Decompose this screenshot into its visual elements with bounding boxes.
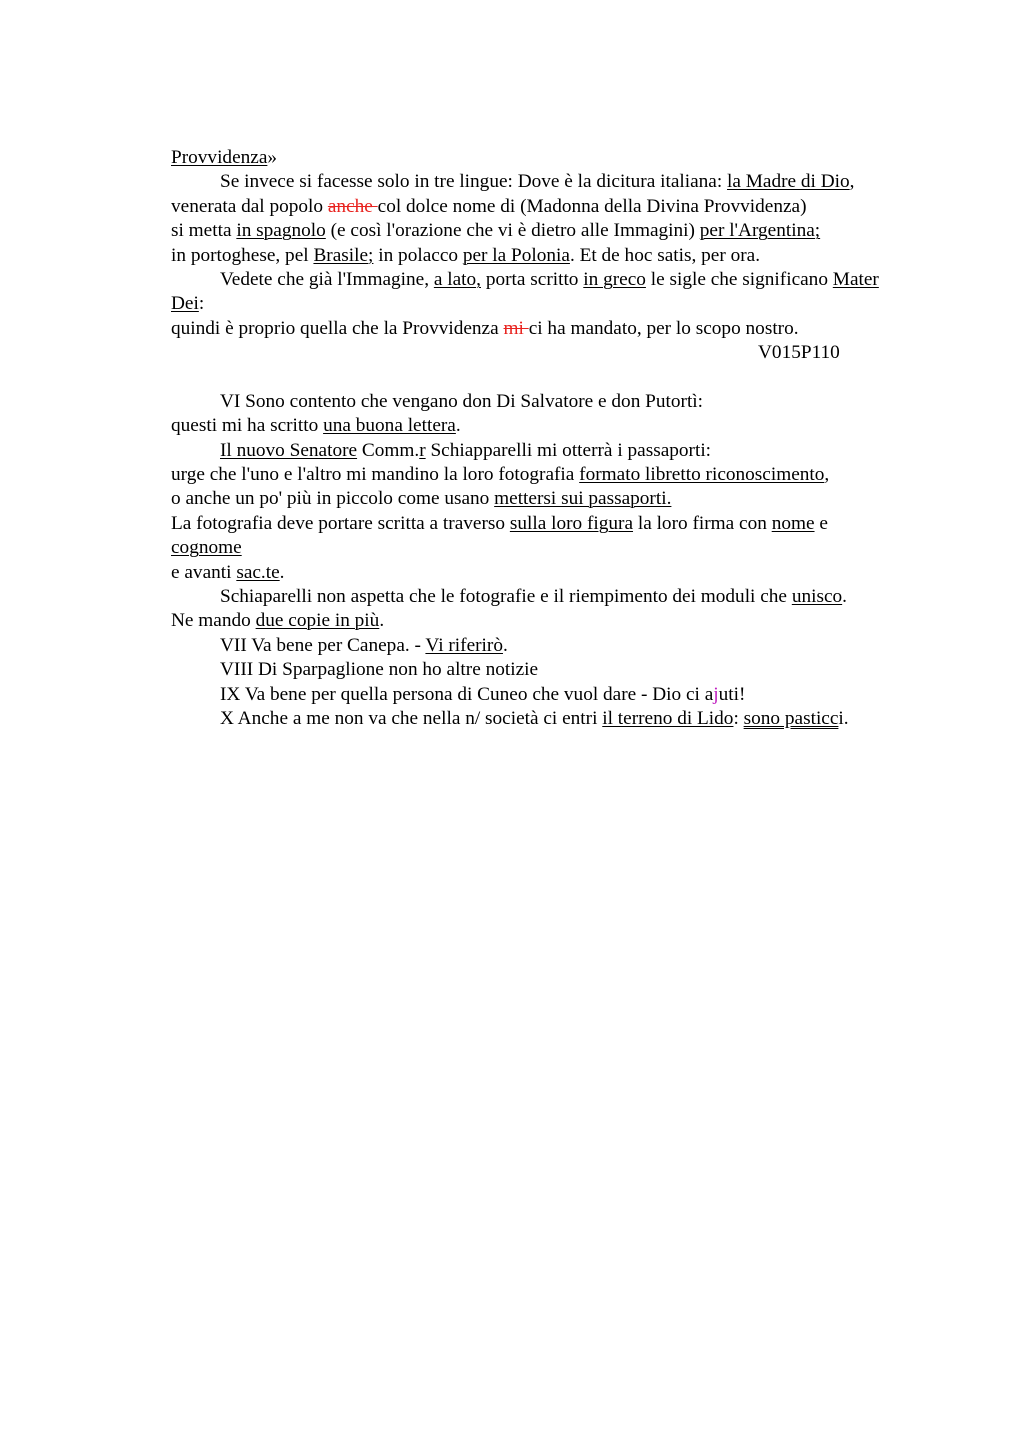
underlined-text: la Madre di Dio [727,171,850,193]
text-line [171,268,951,292]
underlined-text: Vi riferirò [425,634,503,656]
text-run: si metta [171,220,237,242]
deleted-text: mi [503,317,529,339]
text-run: VI Sono contento che vengano don Di Salvatore e don Putortì: [220,390,704,412]
text-run: : [733,707,744,729]
underlined-text: una buona lettera [323,415,456,437]
text-line [171,683,951,707]
page-reference [171,341,951,365]
text-run: Schiaparelli non aspetta che le fotografie e il riempimento dei moduli che [220,586,792,608]
blank-line [171,366,951,390]
text-line [171,439,951,463]
text-run: Comm. [357,439,420,461]
text-run: : [198,293,205,315]
underlined-text: Mater [832,268,879,290]
text-run: X Anche a me non va che nella n/ società ci entri [220,707,603,729]
text-run: , [824,464,830,486]
text-line [171,512,951,536]
underlined-text: in greco [583,268,646,290]
text-line [171,609,951,633]
underlined-text: nome [771,512,815,534]
underlined-text: unisco [791,586,843,608]
text-line [171,585,951,609]
underlined-text: formato libretto riconoscimento [579,464,825,486]
text-run: col dolce nome di (Madonna della Divina Provvidenza) [377,195,807,217]
text-run: Ne mando [171,610,256,632]
text-run: venerata dal popolo [171,195,328,217]
underlined-text: in spagnolo [236,220,326,242]
text-line [171,195,951,219]
text-run: . [502,634,508,656]
text-run: . [379,610,385,632]
underlined-text: Dei [171,293,199,315]
text-run: » [267,147,278,168]
underlined-text: Brasile; [313,244,374,266]
text-run: in portoghese, pel [171,244,314,266]
text-run: . [455,415,461,437]
text-run: . [279,561,285,583]
text-run: La fotografia deve portare scritta a traverso [171,512,510,534]
underlined-text: sulla loro figura [509,512,634,534]
underlined-text: Provvidenza [171,147,268,168]
text-run: in polacco [373,244,463,266]
text-run: uti! [718,683,746,705]
text-line [171,414,951,438]
text-run: e [814,512,828,534]
text-run: IX Va bene per quella persona di Cuneo che vuol dare - Dio ci a [220,683,714,705]
text-run: . Et de hoc satis, per ora. [569,244,761,266]
text-line [171,292,951,316]
text-run: o anche un po' più in piccolo come usano [171,488,495,510]
underlined-text: r [419,439,426,461]
text-run: urge che l'uno e l'altro mi mandino la loro fotografia [171,464,580,486]
text-line [171,244,951,268]
text-line [171,487,951,511]
deleted-text: anche [327,195,378,217]
text-run: porta scritto [481,268,584,290]
text-run: e avanti [171,561,237,583]
text-run: le sigle che significano [645,268,833,290]
text-line [171,634,951,658]
underlined-text: per la Polonia [462,244,570,266]
text-line [171,658,951,682]
text-run: Vedete che già l'Immagine, [220,268,434,290]
text-line [171,707,951,731]
underlined-text: per l'Argentina; [699,220,821,242]
text-line [171,561,951,585]
underlined-text: Il nuovo Senatore [220,439,358,461]
underlined-text: a lato, [433,268,481,290]
text-line [171,463,951,487]
text-run: questi mi ha scritto [171,415,324,437]
inserted-text: j [713,683,719,705]
text-line [171,146,951,170]
text-run: V015P110 [758,342,840,364]
text-run: la loro firma con [633,512,772,534]
underlined-text: sac.te [236,561,280,583]
text-run: ci ha mandato, per lo scopo nostro. [528,317,799,339]
underlined-text: il terreno di Lido [602,707,734,729]
underlined-text: due copie in più [255,610,380,632]
text-run: , [849,171,855,193]
text-run: VII Va bene per Canepa. - [220,634,426,656]
text-run: (e così l'orazione che vi è dietro alle Immagini) [325,220,700,242]
text-run: Schiapparelli mi otterrà i passaporti: [425,439,712,461]
text-run: quindi è proprio quella che la Provvidenza [171,317,504,339]
text-run: i. [838,707,849,729]
text-line [171,317,951,341]
text-line [171,219,951,243]
letter-text [171,146,951,731]
text-run: Se invece si facesse solo in tre lingue: Dove è la dicitura italiana: [220,171,728,193]
text-run: . [842,586,847,608]
text-line [171,170,951,194]
double-underlined-text: sono pasticc [743,707,839,729]
text-line [171,536,951,560]
text-run: VIII Di Sparpaglione non ho altre notizie [220,659,539,681]
underlined-text: cognome [171,537,242,559]
text-line [171,390,951,414]
underlined-text: mettersi sui passaporti. [494,488,672,510]
